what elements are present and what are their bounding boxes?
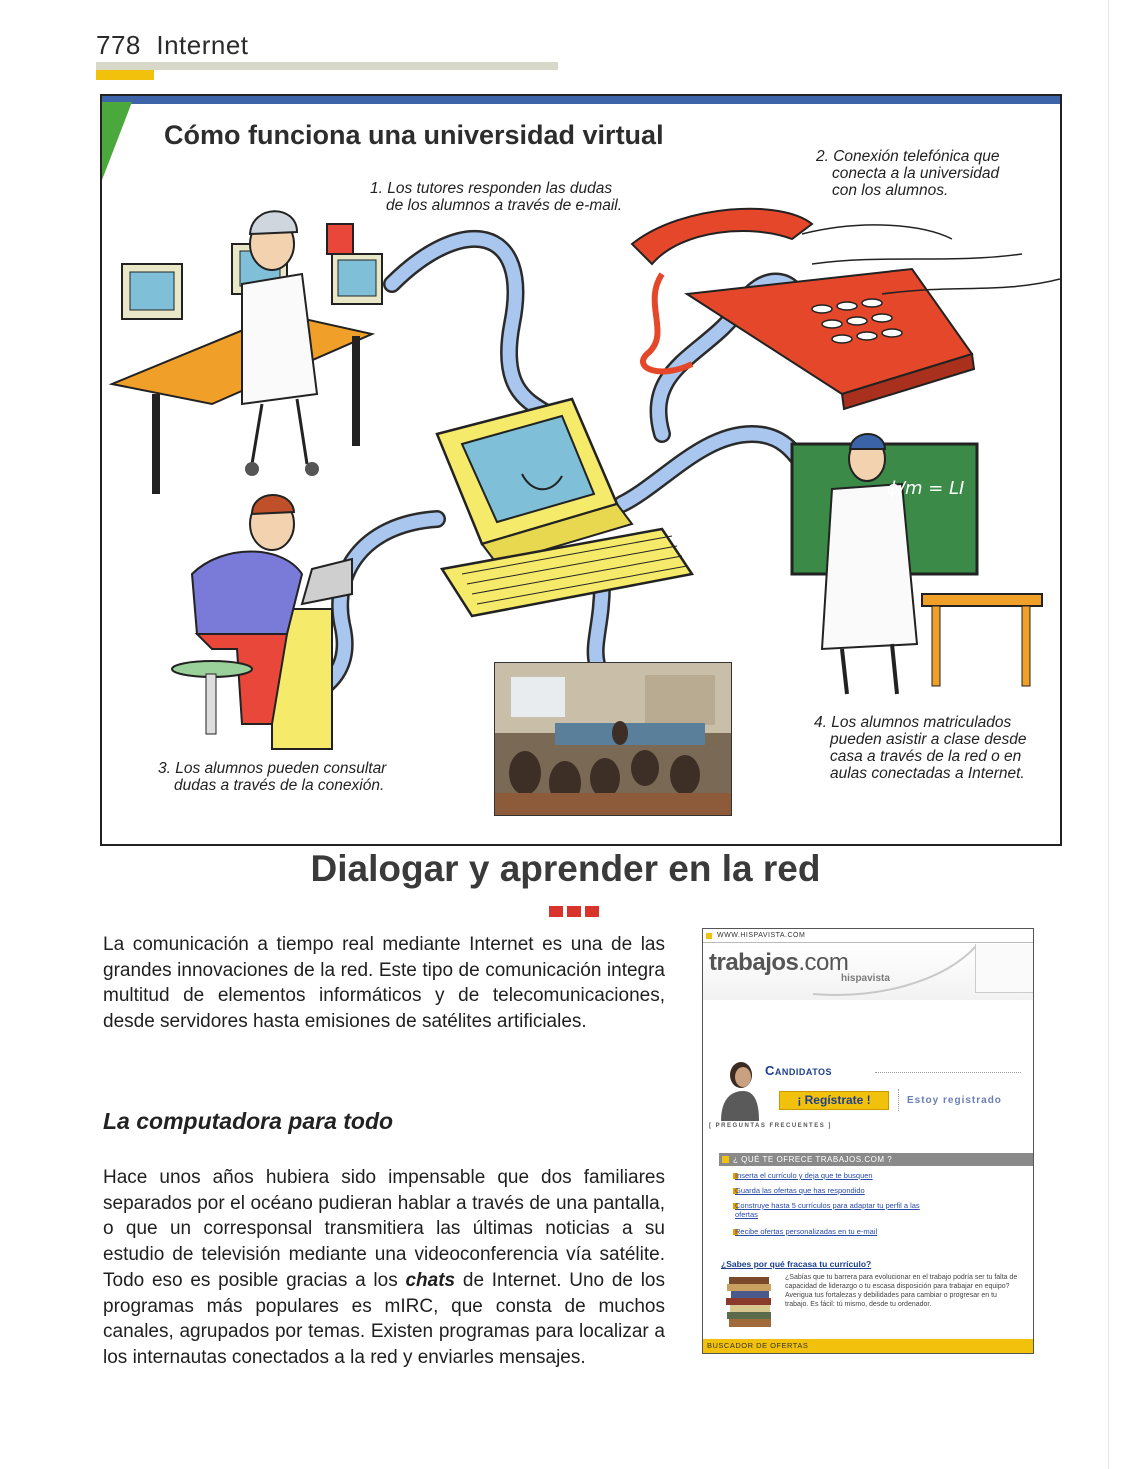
caption-line: de los alumnos a través de e-mail.: [386, 197, 623, 214]
link-line: Construye hasta 5 currículos para adaptar tu perfil a las: [735, 1201, 920, 1210]
offer-link[interactable]: Guarda las ofertas que has respondido: [735, 1186, 865, 1195]
url-bullet-icon: [706, 933, 712, 939]
register-button[interactable]: ¡ Regístrate !: [779, 1091, 889, 1110]
banner-box: [975, 944, 1034, 993]
caption-line: 1. Los tutores responden las dudas: [370, 180, 613, 197]
article-paragraph: La comunicación a tiempo real mediante Internet es una de las grandes innovaciones de la red. Este tipo de comunicación integra multitud de elementos informáticos y de telecomunicaciones, desde servidores hasta emisiones de satélites artificiales.: [103, 934, 665, 1033]
page-edge: [1108, 0, 1109, 1469]
logo-tld: .com: [798, 949, 849, 976]
infographic: [100, 94, 1062, 846]
heading-rule: [875, 1072, 1021, 1073]
caption-line: conecta a la universidad: [832, 165, 1000, 182]
logo-text: trabajos: [709, 949, 799, 976]
caption-line: 2. Conexión telefónica que: [816, 148, 1000, 165]
section-name: Internet: [156, 30, 249, 60]
browser-url: WWW.HISPAVISTA.COM: [703, 929, 1033, 943]
infographic-top-bar: [102, 96, 1060, 104]
blackboard-formula: ϕ/m = LI: [887, 478, 965, 499]
caption-line: aulas conectadas a Internet.: [830, 765, 1025, 782]
offer-link[interactable]: [735, 1201, 1005, 1219]
paragraph-text: de Internet. Uno de los programas más populares es mIRC, que consta de muchos canales, agrupados por temas. Existen programas para localizar a los internautas conectados a la red y enviarles mensajes.: [103, 1269, 666, 1368]
login-link[interactable]: Estoy registrado: [907, 1095, 1002, 1106]
caption-phone: [816, 148, 1046, 199]
article-subheading: La computadora para todo: [103, 1108, 394, 1134]
infographic-title: Cómo funciona una universidad virtual: [164, 120, 664, 150]
title-ornament: [549, 906, 563, 917]
caption-line: casa a través de la red o en: [830, 748, 1022, 765]
article-title: Dialogar y aprender en la red: [310, 848, 821, 889]
emphasis-chats: chats: [405, 1269, 456, 1291]
corner-accent: [102, 102, 132, 180]
logo-subtitle: hispavista: [841, 973, 890, 984]
page-number: 778: [96, 30, 141, 60]
caption-line: dudas a través de la conexión.: [174, 777, 385, 794]
page-header: [96, 30, 249, 61]
offer-link[interactable]: Inserta el currículo y deja que te busquen: [735, 1171, 873, 1180]
caption-tutors: [370, 180, 670, 214]
site-logo[interactable]: [709, 949, 848, 977]
header-accent: [96, 70, 154, 80]
caption-line: con los alumnos.: [832, 182, 949, 199]
title-ornament: [567, 906, 581, 917]
caption-classes: [814, 714, 1062, 782]
caption-line: pueden asistir a clase desde: [830, 731, 1027, 748]
cv-question-text: ¿Sabías que tu barrera para evolucionar en el trabajo podría ser tu falta de capacidad de liderazgo o tu escasa disposición para trabajar en equipo? Averigua tus fortalezas y debilidades para cambiar o progresar en tu trabajo. Es fácil: tú mismo, desde tu ordenador.: [785, 1274, 1018, 1308]
classroom-photo: [494, 662, 732, 816]
cv-question-link[interactable]: ¿Sabes por qué fracasa tu currículo?: [721, 1259, 872, 1269]
paragraph-text: Hace unos años hubiera sido impensable que dos familiares separados por el océano pudieran hablar a través de una pantalla, o que un corresponsal transmitiera las últimas noticias a su estudio de televisión mediante una videoconferencia vía satélite. Todo eso es posible gracias a los: [103, 1167, 665, 1291]
caption-students: [158, 760, 428, 794]
offers-bar: ¿ QUÉ TE OFRECE TRABAJOS.COM ?: [719, 1153, 1033, 1166]
title-ornament: [585, 906, 599, 917]
caption-line: 4. Los alumnos matriculados: [814, 714, 1012, 731]
candidatos-heading: Candidatos: [765, 1063, 833, 1078]
candidate-photo: [713, 1059, 759, 1121]
arrow-icon: [722, 1156, 729, 1163]
header-rule: [96, 62, 558, 70]
caption-line: 3. Los alumnos pueden consultar: [158, 760, 387, 777]
faq-link[interactable]: [ PREGUNTAS FRECUENTES ]: [709, 1123, 832, 1129]
separator: [898, 1089, 899, 1111]
offer-link[interactable]: Recibe ofertas personalizadas en tu e-mail: [735, 1227, 878, 1236]
offer-search-bar[interactable]: BUSCADOR DE OFERTAS: [703, 1339, 1033, 1353]
website-screenshot: [702, 928, 1034, 1354]
link-line: ofertas: [735, 1210, 758, 1219]
article-paragraph: [103, 1165, 665, 1371]
books-icon: [723, 1273, 775, 1331]
